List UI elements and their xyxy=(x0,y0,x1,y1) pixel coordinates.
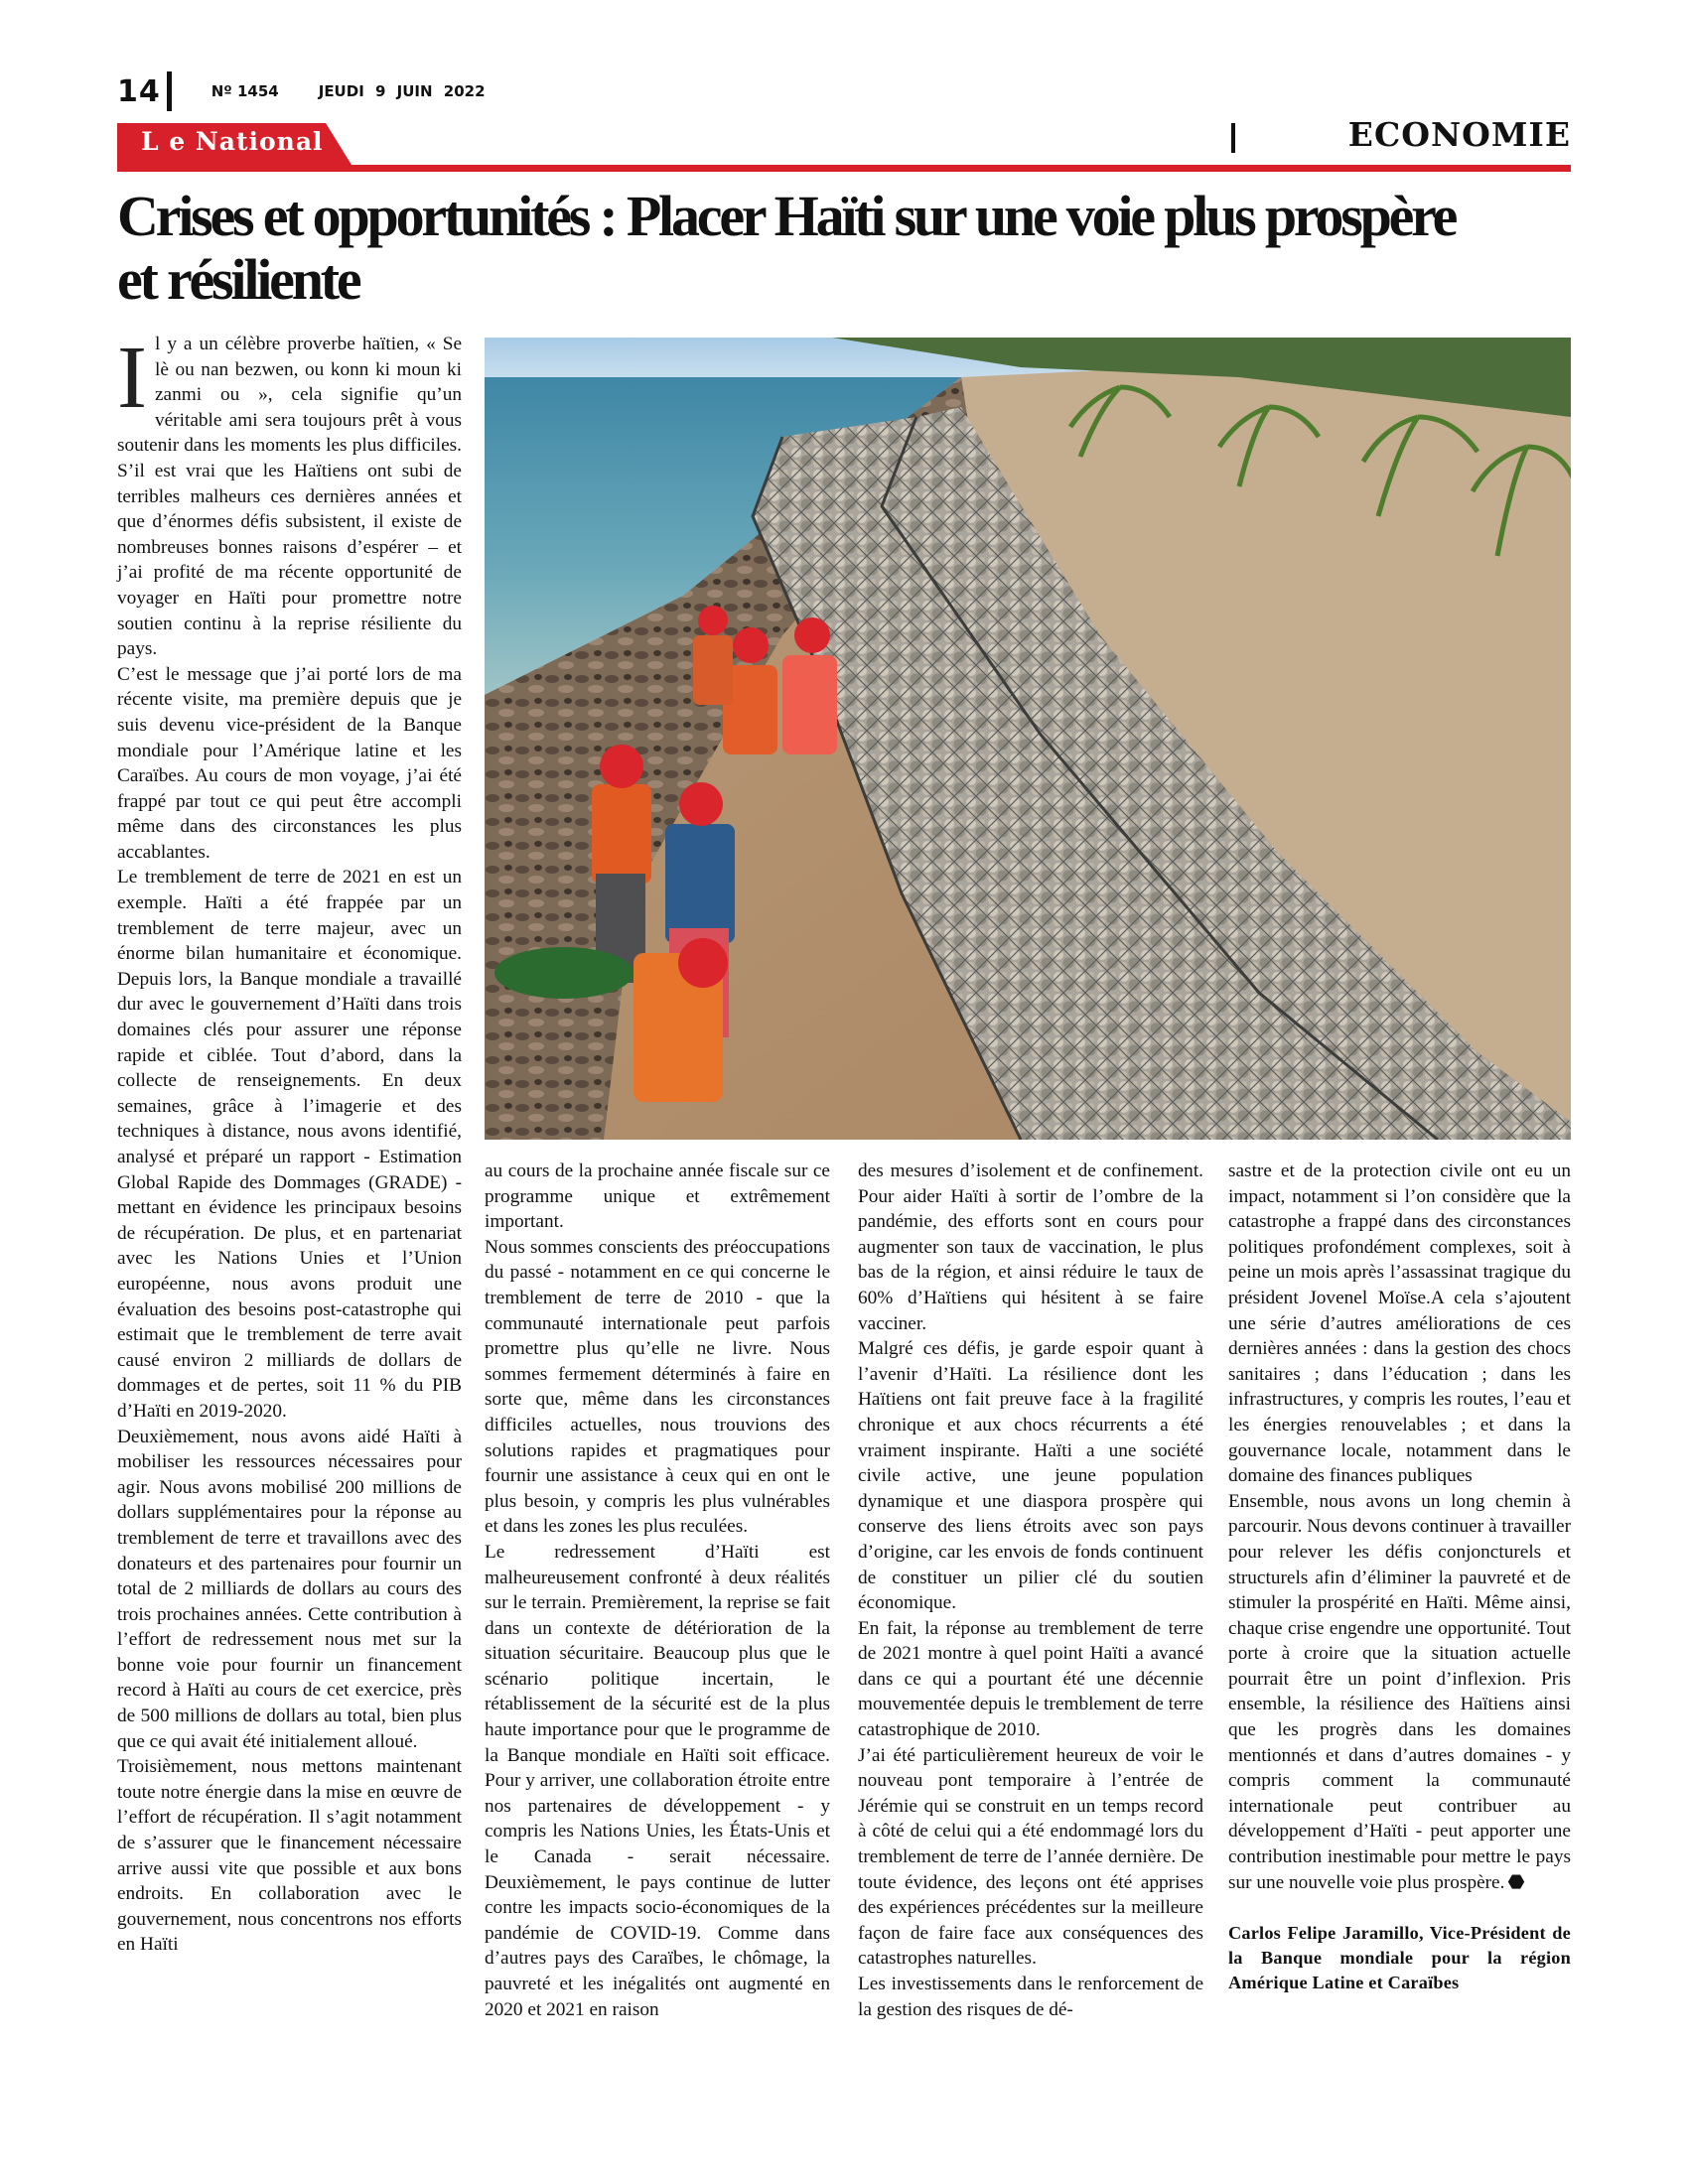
section-divider xyxy=(1231,123,1235,153)
headline-line-1: Crises et opportunités : Placer Haïti sur une voie plus prospère xyxy=(117,184,1456,248)
paragraph: au cours de la prochaine année fiscale sur ce programme unique et extrêmement important. xyxy=(485,1160,830,1233)
brand-name: L e National xyxy=(141,127,324,156)
paragraph: Le redressement d’Haïti est malheureusement confronté à deux réalités sur le terrain. Premièrement, la reprise se fait dans un contexte de détérioration de la situation sécuritaire. Beaucoup plus que le scénario politique incertain, le rétablissement de la sécurité est de la plus haute importance pour que le programme de la Banque mondiale en Haïti soit efficace. Pour y arriver, une collaboration étroite entre nos partenaires de développement - y compris les Nations Unies, les États-Unis et le Canada - serait nécessaire. Deuxièmement, le pays continue de lutter contre les impacts socio-économiques de la pandémie de COVID-19. Comme dans d’autres pays des Caraïbes, le chômage, la pauvreté et les inégalités ont augmenté en 2020 et 2021 en raison xyxy=(485,1541,830,2020)
issue-number: Nº 1454 xyxy=(211,82,279,100)
folio-divider xyxy=(167,71,172,111)
drop-cap: I xyxy=(117,329,147,427)
paragraph: Deuxièmement, nous avons aidé Haïti à mobiliser les ressources nécessaires pour agir. Nous avons mobilisé 200 millions de dollars supplémentaires pour la réponse au tremblement de terre et travaillons avec des donateurs et des partenaires pour fournir un total de 2 milliards de dollars au cours des trois prochaines années. Cette contribution à l’effort de redressement nous met sur la bonne voie pour fournir un financement record à Haïti au cours de cet exercice, près de 500 millions de dollars au total, bien plus que ce qui avait été initialement alloué. xyxy=(117,1426,462,1752)
issue-date: JEUDI 9 JUIN 2022 xyxy=(318,82,486,100)
paragraph-last xyxy=(1228,1489,1571,1896)
paragraph: C’est le message que j’ai porté lors de ma récente visite, ma première depuis que je suis devenu vice-président de la Banque mondiale pour l’Amérique latine et les Caraïbes. Au cours de mon voyage, j’ai été frappé par tout ce qui peut être accompli même dans des circonstances les plus accablantes. xyxy=(117,663,462,863)
article-column-3 xyxy=(858,1159,1203,2022)
paragraph: Troisièmement, nous mettons maintenant toute notre énergie dans la mise en œuvre de l’effort de récupération. Il s’agit notamment de s’assurer que le financement nécessaire arrive aussi vite que possible et aux bons endroits. En collaboration avec le gouvernement, nous concentrons nos efforts en Haïti xyxy=(117,1756,462,1956)
paragraph: Le tremblement de terre de 2021 en est un exemple. Haïti a été frappée par un tremblement de terre majeur, avec un énorme bilan humanitaire et économique. Depuis lors, la Banque mondiale a travaillé dur avec le gouvernement d’Haïti dans trois domaines clés pour assurer une réponse rapide et ciblée. Tout d’abord, dans la collecte de renseignements. En deux semaines, grâce à l’imagerie et des techniques à distance, nous avons identifié, analysé et préparé un rapport - Estimation Global Rapide des Dommages (GRADE) - mettant en évidence les principaux besoins de récupération. De plus, et en partenariat avec les Nations Unies et l’Union européenne, nous avons produit une évaluation des besoins post-catastrophe qui estimait que le tremblement de terre avait causé environ 2 milliards de dollars de dommages et de pertes, soit 11 % du PIB d’Haïti en 2019-2020. xyxy=(117,867,462,1422)
paragraph: Malgré ces défis, je garde espoir quant à l’avenir d’Haïti. La résilience dont les Haïtiens ont fait preuve face à la fragilité chronique et aux chocs récurrents a été vraiment inspirante. Haïti a une société civile active, une jeune population dynamique et une diaspora prospère qui conserve des liens étroits avec son pays d’origine, car les envois de fonds continuent de constituer un pilier clé du soutien économique. xyxy=(858,1338,1203,1614)
paragraph: Nous sommes conscients des préoccupations du passé - notamment en ce qui concerne le tremblement de terre de 2010 - que la communauté internationale peut parfois promettre plus qu’elle ne livre. Nous sommes fermement déterminés à faire en sorte que, même dans les circonstances difficiles actuelles, nous trouvions des solutions rapides et pragmatiques pour fournir une assistance à ceux qui en ont le plus besoin, y compris les plus vulnérables et dans les zones les plus reculées. xyxy=(485,1236,830,1538)
article-column-1 xyxy=(117,329,462,1958)
paragraph: sastre et de la protection civile ont eu un impact, notamment si l’on considère que la catastrophe a frappé dans des circonstances politiques profondément complexes, soit à peine un mois après l’assassinat tragique du président Jovenel Moïse.A cela s’ajoutent une série d’autres améliorations de ces dernières années : dans la gestion des chocs sanitaires ; dans l’éducation ; dans les infrastructures, y compris les routes, l’eau et les énergies renouvelables ; et dans la gouvernance locale, notamment dans le domaine des finances publiques xyxy=(1228,1160,1571,1487)
article-photo xyxy=(485,338,1571,1140)
brand-tab xyxy=(117,123,352,165)
section-title: ECONOMIE xyxy=(1347,115,1571,154)
paragraph-text: Ensemble, nous avons un long chemin à parcourir. Nous devons continuer à travailler pour relever les défis conjoncturels et structurels afin d’éliminer la pauvreté et de stimuler la prospérité en Haïti. Même ainsi, chaque crise engendre une opportunité. Tout porte à croire que la situation actuelle pourrait être un point d’inflexion. Pris ensemble, la résilience des Haïtiens ainsi que les progrès dans les domaines mentionnés et dans d’autres domaines - y compris comment la communauté internationale peut contribuer au développement d’Haïti - peut apporter une contribution inestimable pour mettre le pays sur une nouvelle voie plus prospère. xyxy=(1228,1490,1571,1893)
header-rule xyxy=(117,165,1571,172)
article-column-4 xyxy=(1228,1159,1571,1995)
seawall-workers-photo xyxy=(485,338,1571,1140)
folio xyxy=(117,69,486,113)
article-column-2 xyxy=(485,1159,830,2022)
paragraph: En fait, la réponse au tremblement de terre de 2021 montre à quel point Haïti a avancé dans ce qui a pourtant été une décennie mouvementée depuis le tremblement de terre catastrophique de 2010. xyxy=(858,1617,1203,1741)
paragraph: J’ai été particulièrement heureux de voir le nouveau pont temporaire à l’entrée de Jérémie qui se construit en un temps record à côté de celui qui a été endommagé lors du tremblement de terre de l’année dernière. De toute évidence, des leçons ont été apprises des expériences précédentes sur la meilleure façon de faire face aux conséquences des catastrophes naturelles. xyxy=(858,1744,1203,1970)
end-mark-icon: ⬣ xyxy=(1507,1871,1525,1893)
article-headline xyxy=(117,185,1577,312)
author-signature: Carlos Felipe Jaramillo, Vice-Président de la Banque mondiale pour la région Amérique Latine et Caraïbes xyxy=(1228,1923,1571,1993)
paragraph: Les investissements dans le renforcement de la gestion des risques de dé- xyxy=(858,1974,1203,2020)
page-number: 14 xyxy=(117,73,161,109)
headline-line-2: et résiliente xyxy=(117,247,359,312)
paragraph: l y a un célèbre proverbe haïtien, « Se lè ou nan bezwen, ou konn ki moun ki zanmi ou », cela signifie qu’un véritable ami sera toujours prêt à vous soutenir dans les moments les plus difficiles. S’il est vrai que les Haïtiens ont subi de terribles malheurs ces dernières années et que d’énormes défis subsistent, il existe de nombreuses bonnes raisons d’espérer – et j’ai profité de ma récente opportunité de voyager en Haïti pour promettre notre soutien continu à la reprise résiliente du pays. xyxy=(117,334,462,660)
paragraph: des mesures d’isolement et de confinement. Pour aider Haïti à sortir de l’ombre de la pandémie, des efforts sont en cours pour augmenter son taux de vaccination, le plus bas de la région, et ainsi réduire le taux de 60% d’Haïtiens qui hésitent à se faire vacciner. xyxy=(858,1160,1203,1334)
